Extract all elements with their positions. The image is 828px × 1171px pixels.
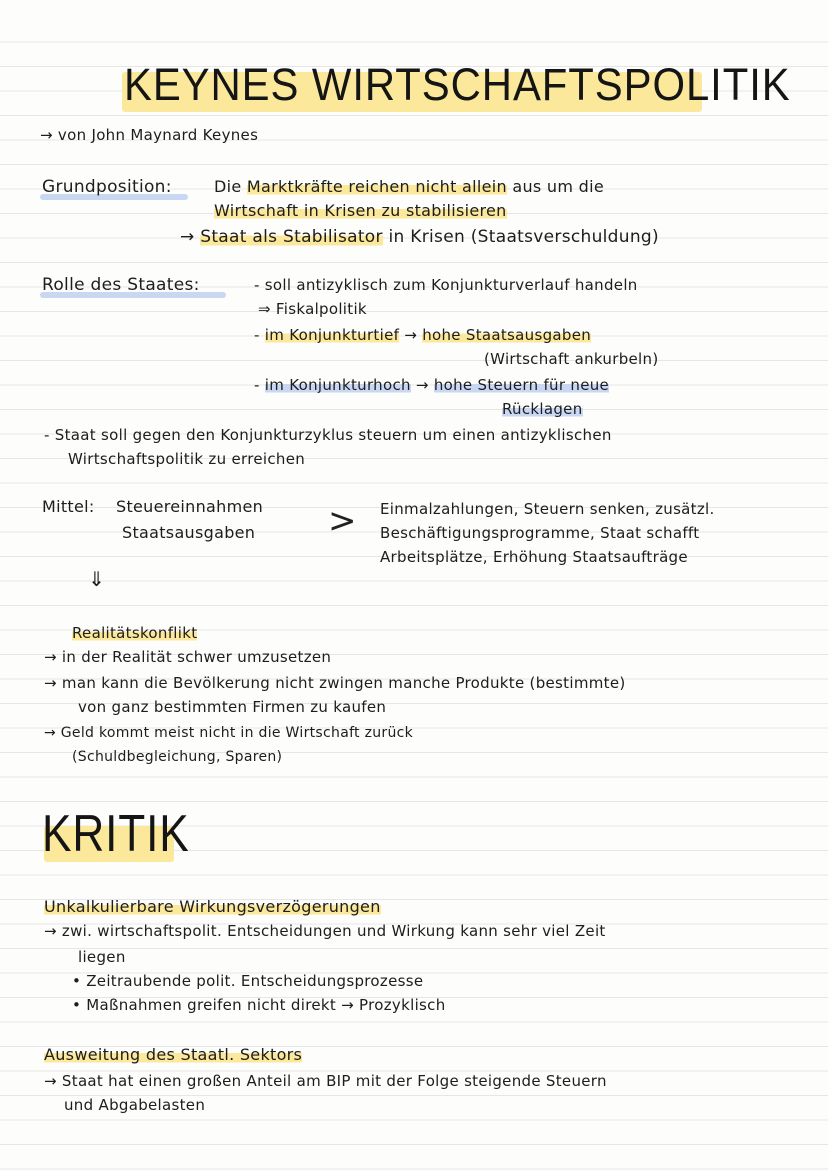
highlight: im Konjunkturtief	[264, 326, 400, 344]
grundposition-line-2	[214, 200, 507, 222]
realitaet-line-2: → man kann die Bevölkerung nicht zwingen manche Produkte (bestimmte)	[44, 674, 626, 692]
mittel-item-1: Steuereinnahmen	[116, 497, 264, 516]
author-line: → von John Maynard Keynes	[40, 126, 259, 144]
grundposition-label: Grundposition:	[42, 177, 172, 197]
mittel-bracket: >	[328, 501, 357, 541]
rolle-line-3: - im Konjunkturtief → hohe Staatsausgaben	[254, 326, 592, 344]
highlight: Ausweitung des Staatl. Sektors	[44, 1045, 303, 1064]
rolle-line-6	[502, 398, 583, 420]
rolle-line-2: ⇒ Fiskalpolitik	[258, 300, 367, 318]
highlight: im Konjunkturhoch	[264, 376, 411, 394]
realitaet-line-1: → in der Realität schwer umzusetzen	[44, 648, 332, 666]
kritik-section-1-heading	[44, 896, 381, 918]
kritik-s2-line-1: → Staat hat einen großen Anteil am BIP mit der Folge steigende Steuern	[44, 1072, 607, 1090]
rolle-line-1: - soll antizyklisch zum Konjunkturverlauf handeln	[254, 276, 638, 294]
highlight: Rücklagen	[502, 400, 583, 418]
kritik-s1-line-3: • Zeitraubende polit. Entscheidungsprozesse	[72, 972, 424, 990]
realitaet-line-4: → Geld kommt meist nicht in die Wirtschaft zurück	[44, 725, 414, 741]
mittel-right-3: Arbeitsplätze, Erhöhung Staatsaufträge	[380, 548, 688, 566]
highlight: Realitätskonflikt	[72, 624, 198, 642]
highlight: Staat als Stabilisator	[200, 227, 383, 247]
rolle-line-7: - Staat soll gegen den Konjunkturzyklus steuern um einen antizyklischen	[44, 426, 612, 444]
mittel-item-2: Staatsausgaben	[122, 523, 256, 542]
kritik-title: KRITIK	[42, 805, 190, 863]
rolle-line-4: (Wirtschaft ankurbeln)	[484, 350, 659, 368]
rolle-label: Rolle des Staates:	[42, 275, 200, 295]
grundposition-line-3: → Staat als Stabilisator in Krisen (Staatsverschuldung)	[180, 227, 659, 247]
realitaet-heading	[72, 622, 197, 644]
grundposition-line-1: Die Marktkräfte reichen nicht allein aus um die	[214, 177, 604, 196]
kritik-s1-line-2: liegen	[78, 948, 126, 966]
highlight: hohe Staatsausgaben	[422, 326, 592, 344]
down-arrow-icon: ⇓	[88, 567, 106, 591]
kritik-s2-line-2: und Abgabelasten	[64, 1096, 206, 1114]
highlight: Wirtschaft in Krisen zu stabilisieren	[214, 201, 507, 220]
kritik-section-2-heading	[44, 1044, 302, 1066]
mittel-label: Mittel:	[42, 497, 95, 516]
highlight: Unkalkulierbare Wirkungsverzögerungen	[44, 897, 381, 916]
page-title: KEYNES WIRTSCHAFTSPOLITIK	[124, 59, 791, 110]
rolle-line-5: - im Konjunkturhoch → hohe Steuern für neue	[254, 376, 610, 394]
mittel-right-2: Beschäftigungsprogramme, Staat schafft	[380, 524, 700, 542]
kritik-s1-line-1: → zwi. wirtschaftspolit. Entscheidungen und Wirkung kann sehr viel Zeit	[44, 922, 606, 940]
mittel-right-1: Einmalzahlungen, Steuern senken, zusätzl.	[380, 500, 715, 518]
realitaet-line-5: (Schuldbegleichung, Sparen)	[72, 749, 283, 765]
highlight: Marktkräfte reichen nicht allein	[246, 177, 507, 196]
rolle-line-8: Wirtschaftspolitik zu erreichen	[68, 450, 306, 468]
kritik-s1-line-4: • Maßnahmen greifen nicht direkt → Prozyklisch	[72, 996, 446, 1014]
realitaet-line-3: von ganz bestimmten Firmen zu kaufen	[78, 698, 387, 716]
highlight: hohe Steuern für neue	[433, 376, 610, 394]
